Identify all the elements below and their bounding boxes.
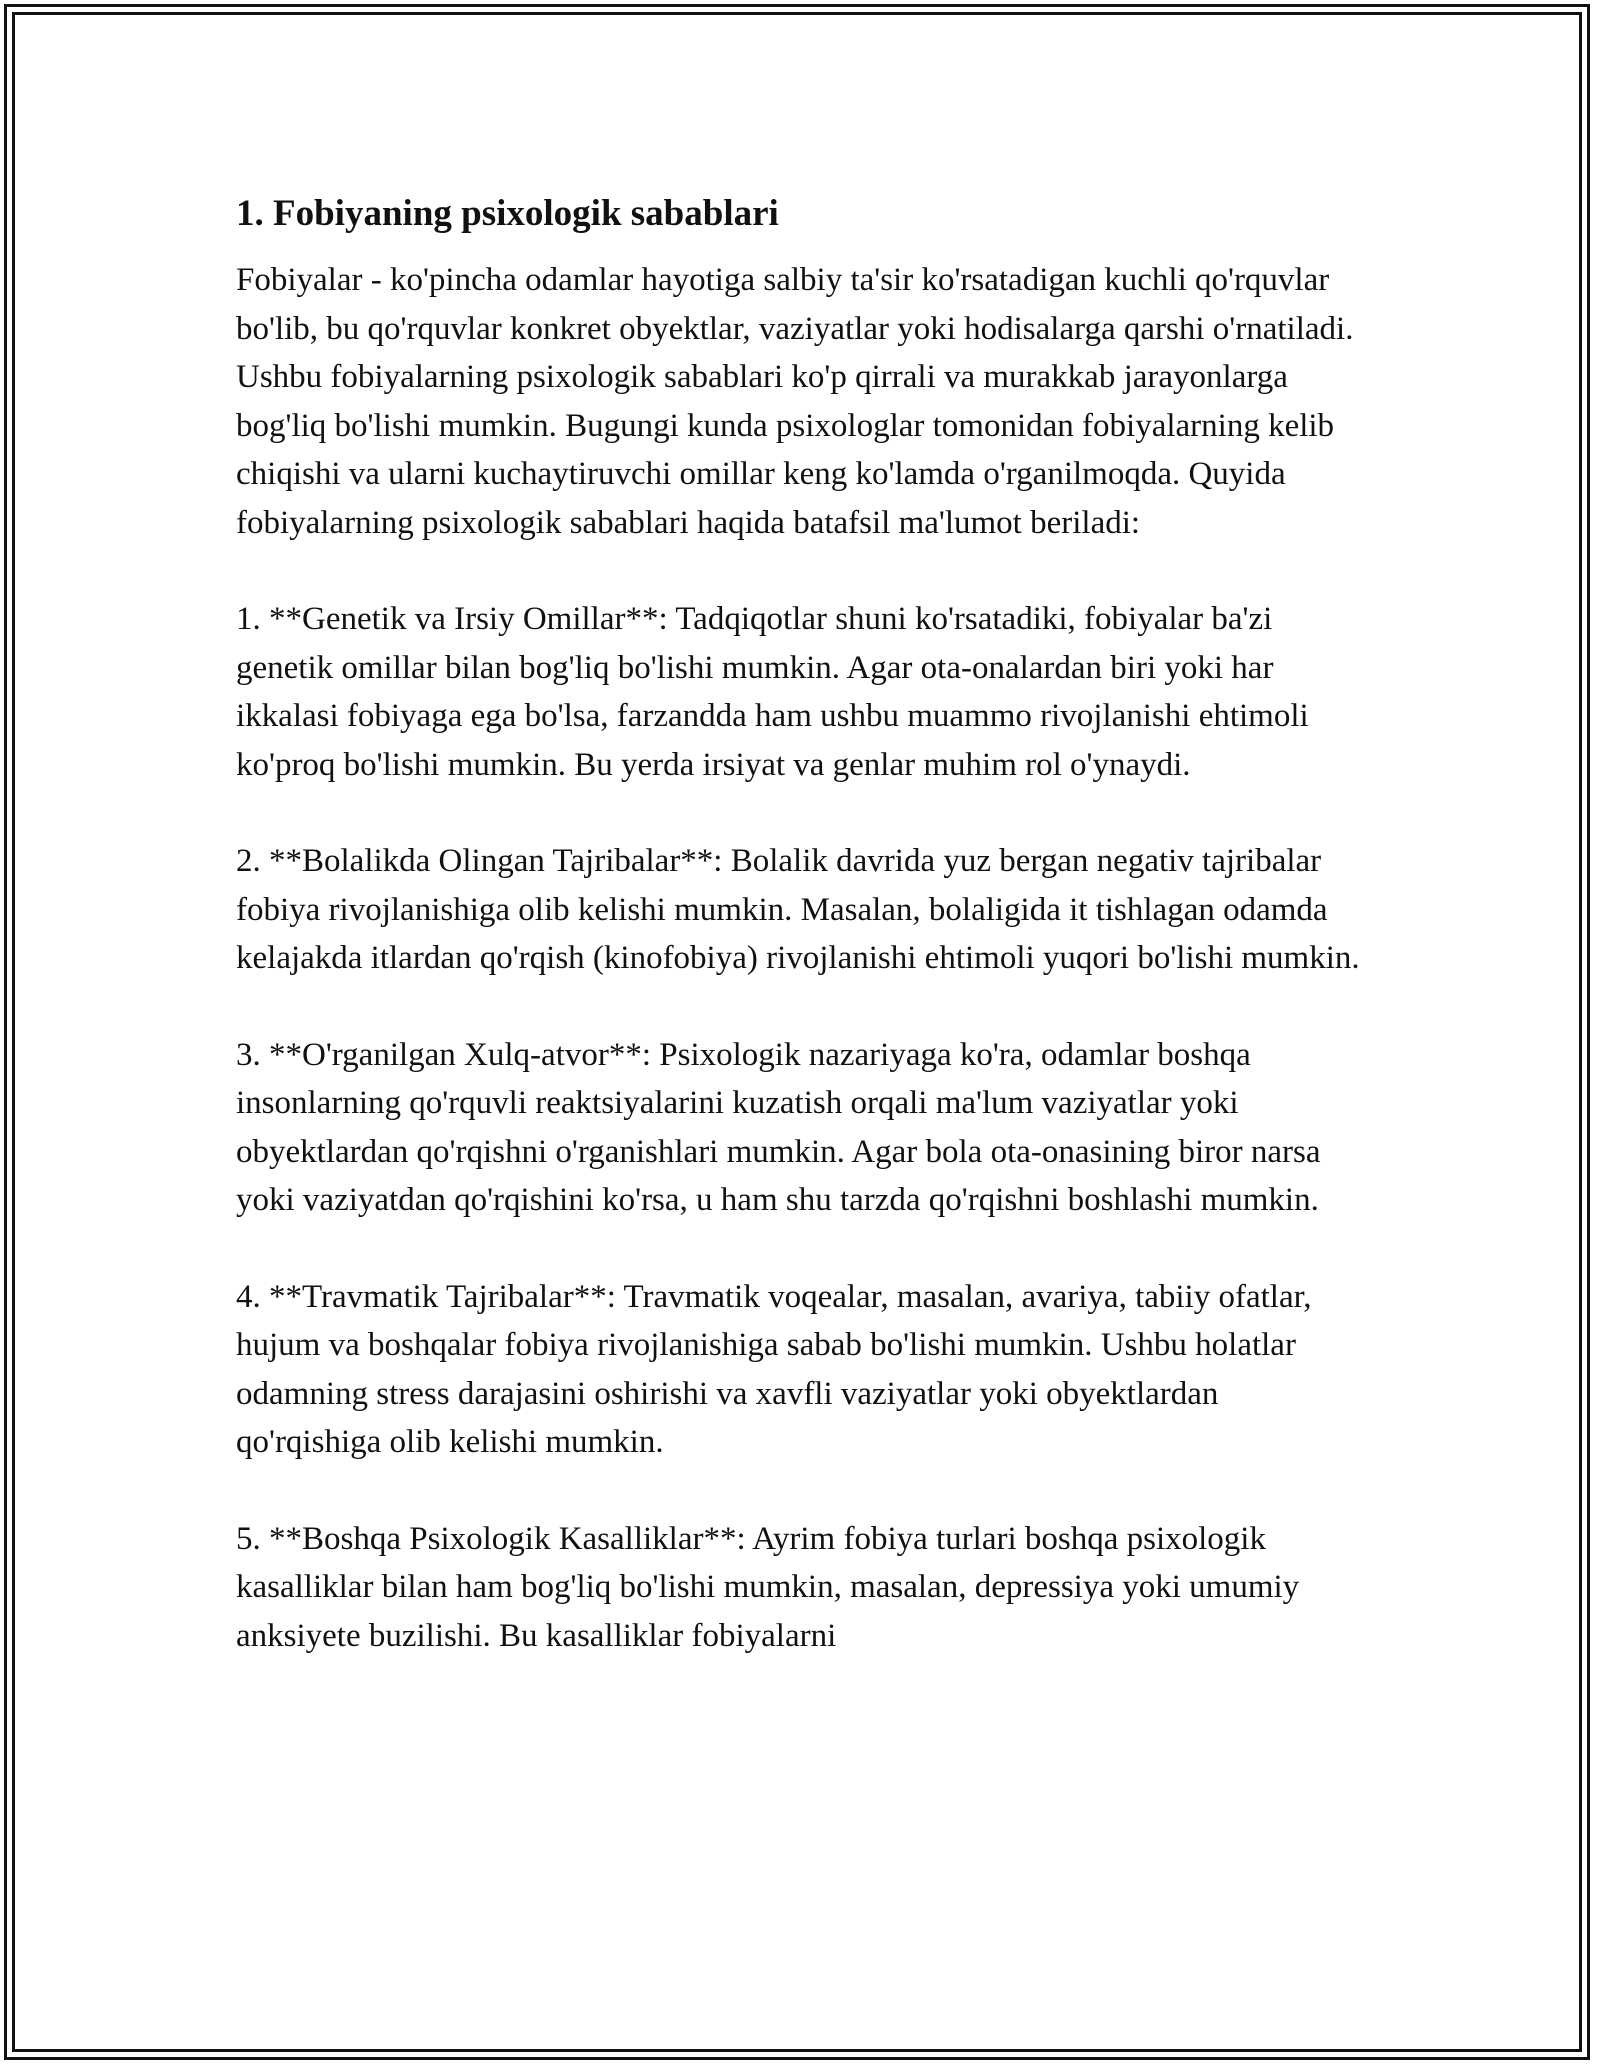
list-item-learned-behavior: 3. **O'rganilgan Xulq-atvor**: Psixologik nazariyaga ko'ra, odamlar boshqa insonlarning qo'rquvli reaktsiyalarini kuzatish orqali ma'lum vaziyatlar yoki obyektlardan qo'rqishni o'rganishlari mumkin. Agar bola ota-onasining biror narsa yoki vaziyatdan qo'rqishini ko'rsa, u ham shu tarzda qo'rqishni boshlashi mumkin. (236, 1036, 1321, 1218)
document-body (236, 186, 1366, 1708)
list-item-other-disorders: 5. **Boshqa Psixologik Kasalliklar**: Ayrim fobiya turlari boshqa psixologik kasalliklar bilan ham bog'liq bo'lishi mumkin, masalan, depressiya yoki umumiy anksiyete buzilishi. Bu kasalliklar fobiyalarni (236, 1520, 1300, 1654)
section-heading: 1. Fobiyaning psixologik sabablari (236, 193, 779, 234)
list-item-childhood-experiences: 2. **Bolalikda Olingan Tajribalar**: Bolalik davrida yuz bergan negativ tajribalar fobiya rivojlanishiga olib kelishi mumkin. Masalan, bolaligida it tishlagan odamda kelajakda itlardan qo'rqish (kinofobiya) rivojlanishi ehtimoli yuqori bo'lishi mumkin. (236, 843, 1360, 976)
list-item-traumatic-experiences: 4. **Travmatik Tajribalar**: Travmatik voqealar, masalan, avariya, tabiiy ofatlar, hujum va boshqalar fobiya rivojlanishiga sabab bo'lishi mumkin. Ushbu holatlar odamning stress darajasini oshirishi va xavfli vaziyatlar yoki obyektlardan qo'rqishiga olib kelishi mumkin. (236, 1278, 1312, 1460)
intro-paragraph: Fobiyalar - ko'pincha odamlar hayotiga salbiy ta'sir ko'rsatadigan kuchli qo'rquvlar bo'lib, bu qo'rquvlar konkret obyektlar, vaziyatlar yoki hodisalarga qarshi o'rnatiladi. Ushbu fobiyalarning psixologik sabablari ko'p qirrali va murakkab jarayonlarga bog'liq bo'lishi mumkin. Bugungi kunda psixologlar tomonidan fobiyalarning kelib chiqishi va ularni kuchaytiruvchi omillar keng ko'lamda o'rganilmoqda. Quyida fobiyalarning psixologik sabablari haqida batafsil ma'lumot beriladi: (236, 262, 1354, 541)
list-item-genetic-factors: 1. **Genetik va Irsiy Omillar**: Tadqiqotlar shuni ko'rsatadiki, fobiyalar ba'zi genetik omillar bilan bog'liq bo'lishi mumkin. Agar ota-onalardan biri yoki har ikkalasi fobiyaga ega bo'lsa, farzandda ham ushbu muammo rivojlanishi ehtimoli ko'proq bo'lishi mumkin. Bu yerda irsiyat va genlar muhim rol o'ynaydi. (236, 601, 1309, 783)
